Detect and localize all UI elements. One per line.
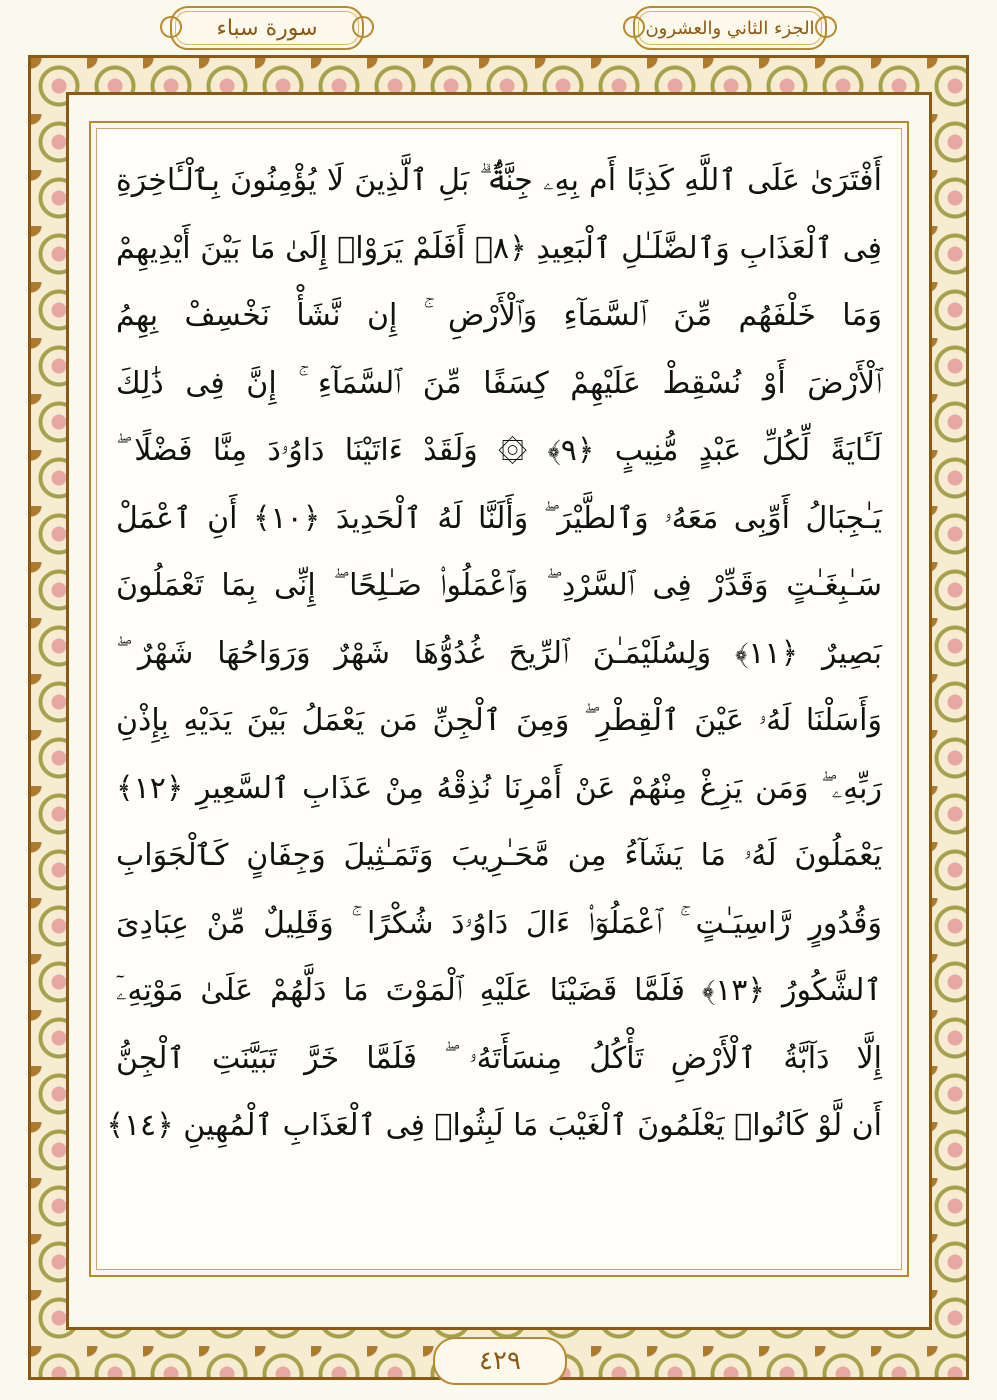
text-line: بَصِيرٌ ﴿١١﴾ وَلِسُلَيْمَـٰنَ ٱلرِّيحَ غُدُوُّهَا شَهْرٌ وَرَوَاحُهَا شَهْرٌ ۖ <box>116 635 882 671</box>
text-line: ٱلشَّكُورُ ﴿١٣﴾ فَلَمَّا قَضَيْنَا عَلَيْهِ ٱلْمَوْتَ مَا دَلَّهُمْ عَلَىٰ مَوْتِهِۦٓ <box>116 973 882 1008</box>
text-line: يَعْمَلُونَ لَهُۥ مَا يَشَآءُ مِن مَّحَـٰرِيبَ وَتَمَـٰثِيلَ وَجِفَانٍ كَٱلْجَوَابِ <box>116 838 882 873</box>
text-line: فِى ٱلْعَذَابِ وَٱلضَّلَـٰلِ ٱلْبَعِيدِ ﴿٨﴾ أَفَلَمْ يَرَوْا۟ إِلَىٰ مَا بَيْنَ أَيْدِيهِمْ <box>116 230 883 266</box>
ornament-icon <box>815 16 837 38</box>
text-line: وَقُدُورٍ رَّاسِيَـٰتٍ ۚ ٱعْمَلُوٓا۟ ءَالَ دَاوُۥدَ شُكْرًا ۚ وَقَلِيلٌ مِّنْ عِبَادِىَ <box>116 905 882 941</box>
quran-text <box>106 147 883 1160</box>
text-line: رَبِّهِۦ ۖ وَمَن يَزِغْ مِنْهُمْ عَنْ أَمْرِنَا نُذِقْهُ مِنْ عَذَابِ ٱلسَّعِيرِ ﴿١٢﴾ <box>116 770 882 806</box>
text-line: أَن لَّوْ كَانُوا۟ يَعْلَمُونَ ٱلْغَيْبَ مَا لَبِثُوا۟ فِى ٱلْعَذَابِ ٱلْمُهِينِ ﴿١٤﴾ <box>106 1108 882 1143</box>
text-line: ٱلْأَرْضَ أَوْ نُسْقِطْ عَلَيْهِمْ كِسَفًا مِّنَ ٱلسَّمَآءِ ۚ إِنَّ فِى ذَٰلِكَ <box>116 365 882 401</box>
juz-name: الجزء الثاني والعشرون <box>645 17 815 39</box>
surah-name: سورة سباء <box>216 15 318 41</box>
text-line: سَـٰبِغَـٰتٍ وَقَدِّرْ فِى ٱلسَّرْدِ ۖ وَٱعْمَلُوا۟ صَـٰلِحًا ۖ إِنِّى بِمَا تَعْمَلُونَ <box>116 568 882 603</box>
surah-name-header <box>170 6 364 50</box>
ornament-icon <box>623 16 645 38</box>
text-line: أَفْتَرَىٰ عَلَى ٱللَّهِ كَذِبًا أَم بِهِۦ جِنَّةٌۢ ۗ بَلِ ٱلَّذِينَ لَا يُؤْمِنُونَ بِٱلْـَٔاخِرَةِ <box>116 163 882 198</box>
juz-header <box>633 6 827 50</box>
text-line: يَـٰجِبَالُ أَوِّبِى مَعَهُۥ وَٱلطَّيْرَ ۖ وَأَلَنَّا لَهُ ٱلْحَدِيدَ ﴿١٠﴾ أَنِ ٱعْمَلْ <box>116 500 882 536</box>
text-line: وَأَسَلْنَا لَهُۥ عَيْنَ ٱلْقِطْرِ ۖ وَمِنَ ٱلْجِنِّ مَن يَعْمَلُ بَيْنَ يَدَيْهِ بِإِذْنِ <box>116 703 882 738</box>
text-line: وَمَا خَلْفَهُم مِّنَ ٱلسَّمَآءِ وَٱلْأَرْضِ ۚ إِن نَّشَأْ نَخْسِفْ بِهِمُ <box>116 298 882 333</box>
ornament-icon <box>160 16 182 38</box>
page-number: ٤٢٩ <box>433 1337 567 1385</box>
ornament-icon <box>352 16 374 38</box>
text-line: لَـَٔايَةً لِّكُلِّ عَبْدٍ مُّنِيبٍ ﴿٩﴾ ۞ وَلَقَدْ ءَاتَيْنَا دَاوُۥدَ مِنَّا فَضْلًا ۖ <box>116 433 882 468</box>
text-line: إِلَّا دَآبَّةُ ٱلْأَرْضِ تَأْكُلُ مِنسَأَتَهُۥ ۖ فَلَمَّا خَرَّ تَبَيَّنَتِ ٱلْجِنُّ <box>116 1040 882 1076</box>
